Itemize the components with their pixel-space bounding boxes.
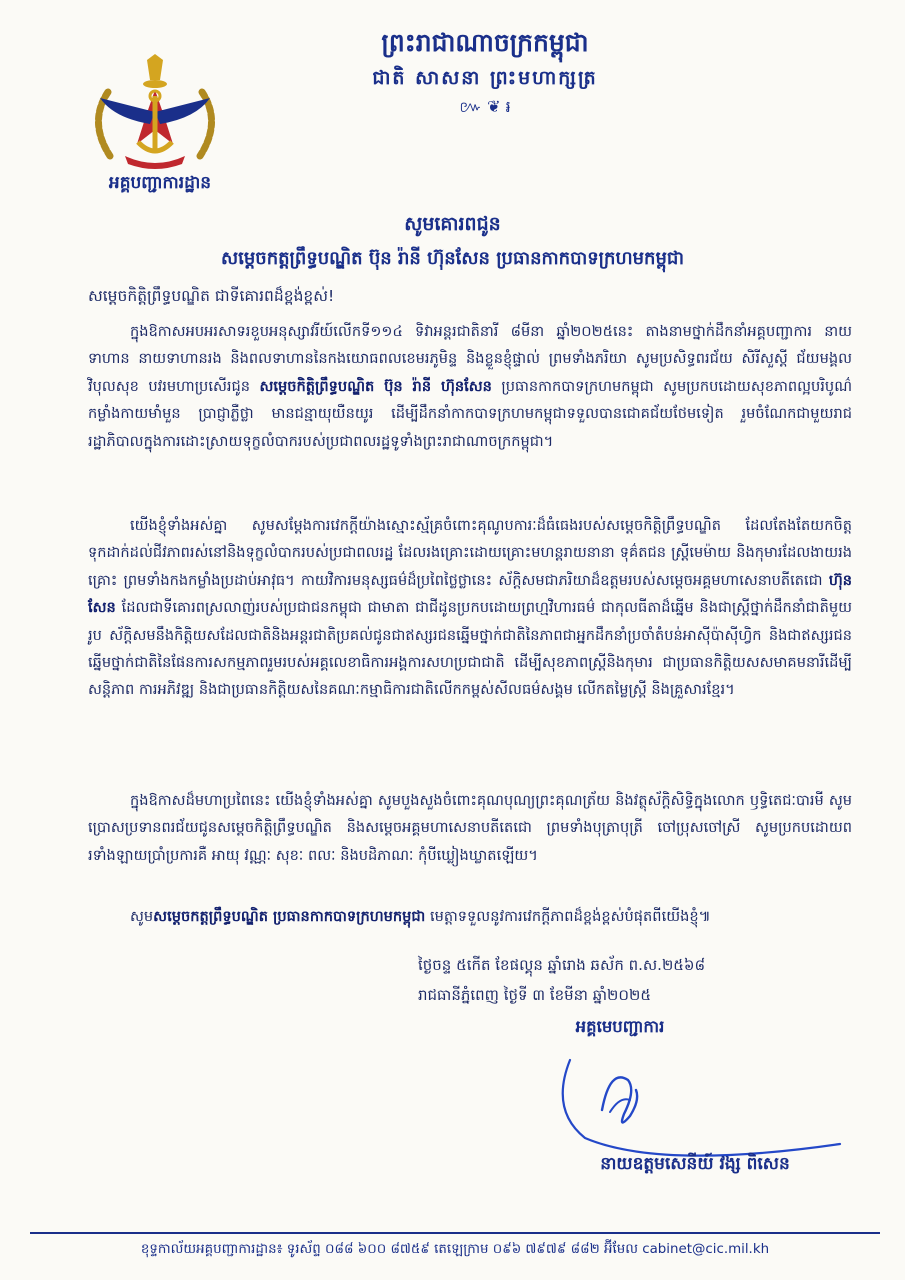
footer-contact: ខុទ្ទកាល័យអគ្គបញ្ជាការដ្ឋាន៖ ទូរស័ព្ទ ០៨៨ ៦០០ ៨៧៥៩ តេឡេក្រាម ០៩៦ ៧៩៧៩ ៨៨២ អ៊ីមែល cabinet@cic.mil.kh <box>140 1242 770 1257</box>
department-label: អគ្គបញ្ជាការដ្ឋាន <box>108 173 212 193</box>
paragraph-4 <box>88 903 852 930</box>
signer-title: អគ្គមេបញ្ជាការ <box>575 1017 665 1036</box>
salutation: សម្តេចកិត្តិព្រឹទ្ធបណ្ឌិត ជាទីគោរពដ៏ខ្ពង់ខ្ពស់! <box>88 287 335 305</box>
paragraph-3-text: ក្នុងឱកាសដ៏មហាប្រពៃនេះ យើងខ្ញុំទាំងអស់គ្នា សូមបួងសួងចំពោះគុណបុណ្យព្រះគុណត្រ័យ និងវត្ថុស័ក្តិសិទ្ធិក្នុងលោក ឫទ្ធិតេជៈបារមី សូមប្រោសប្រទានពរជ័យជូនសម្តេចកិត្តិព្រឹទ្ធបណ្ឌិត និងសម្តេចអគ្គមហាសេនាបតីតេជោ ព្រមទាំងបុត្រាបុត្រី ចៅប្រុសចៅស្រី សូមប្រកបដោយពរទាំងឡាយប្រាំប្រការគឺ អាយុ វណ្ណៈ សុខៈ ពលៈ និងបដិភាណៈ កុំបីឃ្លៀងឃ្លាតឡើយ។ <box>88 792 852 864</box>
recipient-line: សម្តេចកត្តព្រឹទ្ធបណ្ឌិត ប៊ុន រ៉ានី ហ៊ុនសែន ប្រធានកាកបាទក្រហមកម្ពុជា <box>220 248 685 269</box>
decorative-ornament: ៚ ❦ ៛ <box>459 97 511 116</box>
solar-date: រាជធានីភ្នំពេញ ថ្ងៃទី ៣ ខែមីនា ឆ្នាំ២០២៥ <box>418 986 651 1004</box>
handwritten-signature <box>540 1040 870 1170</box>
paragraph-1-text-a: ក្នុងឱកាសអបអរសាទរខួបអនុស្សាវរីយ៍លើកទី១១៤ ទិវាអន្តរជាតិនារី ៨មីនា ឆ្នាំ២០២៥នេះ តាងនាមថ្នាក់ដឹកនាំអគ្គបញ្ជាការ នាយទាហាន នាយទាហានរង និងពលទាហាននៃកងយោធពលខេមរភូមិន្ទ និងខ្លួនខ្ញុំផ្ទាល់ ព្រមទាំងភរិយា សូមប្រសិទ្ធពរជ័យ សិរីសួស្តី ជ័យមង្គល វិបុលសុខ បវរមហាប្រសើរជូន <box>88 323 852 395</box>
lunar-date: ថ្ងៃចន្ទ ៥កើត ខែផល្គុន ឆ្នាំរោង ឆស័ក ព.ស.២៥៦៨ <box>418 956 706 974</box>
signer-name: នាយឧត្តមសេនីយ៍ វង្ស ពិសេន <box>600 1154 790 1174</box>
paragraph-4-text-b: មេត្តាទទួលនូវការវេកក្តីភាពដ៏ខ្ពង់ខ្ពស់បំផុតពីយើងខ្ញុំ៕ <box>425 908 711 925</box>
paragraph-2 <box>88 512 852 704</box>
paragraph-2-text-a: យើងខ្ញុំទាំងអស់គ្នា សូមសម្តែងការវេកក្តីយ៉ាងស្មោះស្ម័គ្រចំពោះគុណូបការៈដ៏ធំធេងរបស់សម្តេចកិត្តិព្រឹទ្ធបណ្ឌិត ដែលតែងតែយកចិត្តទុកដាក់ដល់ជីវភាពរស់នៅនិងទុក្ខលំបាករបស់ប្រជាពលរដ្ឋ ដែលរងគ្រោះដោយគ្រោះមហន្តរាយនានា ទុគ៌តជន ស្ត្រីមេម៉ាយ និងកុមារដែលងាយរងគ្រោះ ព្រមទាំងកងកម្លាំងប្រដាប់អាវុធ។ កាយវិការមនុស្សធម៌ដ៏ប្រពៃថ្លៃថ្លានេះ ស័ក្តិសមជាភរិយាដ៏ឧត្តមរបស់សម្តេចអគ្គមហាសេនាបតីតេជោ <box>88 517 852 589</box>
paragraph-1 <box>88 318 852 455</box>
respect-heading: សូមគោរពជូន <box>404 213 501 235</box>
paragraph-2-text-b: ដែលជាទីគោរពស្រលាញ់របស់ប្រជាជនកម្ពុជា ជាមាតា ជាជីដូនប្រកបដោយព្រហ្មវិហារធម៌ ជាកុលធីតាដ៏ឆ្នើម និងជាស្ត្រីថ្នាក់ដឹកនាំជាតិមួយរូប ស័ក្តិសមនឹងកិត្តិយសដែលជាតិនិងអន្តរជាតិប្រគល់ជូនជាឥស្សរជនឆ្នើមថ្នាក់ជាតិនៃភាពជាអ្នកដឹកនាំប្រចាំតំបន់អាស៊ីប៉ាស៊ីហ្វិក និងជាឥស្សរជនឆ្នើមថ្នាក់ជាតិនៃផែនការសកម្មភាពរួមរបស់អគ្គលេខាធិការអង្គការសហប្រជាជាតិ ដើម្បីសុខភាពស្ត្រីនិងកុមារ ជាប្រធានកិត្តិយសសមាគមនារីដើម្បីសន្តិភាព ការអភិវឌ្ឍ និងជាប្រធានកិត្តិយសនៃគណៈកម្មាធិការជាតិលើកកម្ពស់សីលធម៌សង្គម លើកតម្លៃស្ត្រី និងគ្រួសារខ្មែរ។ <box>88 599 852 699</box>
kingdom-heading: ព្រះរាជាណាចក្រកម្ពុជា <box>381 28 589 57</box>
footer-divider <box>30 1232 880 1234</box>
paragraph-3 <box>88 787 852 869</box>
armed-forces-emblem-logo <box>80 52 230 170</box>
paragraph-1-bold-name: សម្តេចកិត្តិព្រឹទ្ធបណ្ឌិត ប៊ុន រ៉ានី ហ៊ុនសែន <box>259 377 492 395</box>
paragraph-4-bold-title: សម្តេចកត្តព្រឹទ្ធបណ្ឌិត ប្រធានកាកបាទក្រហមកម្ពុជា <box>153 908 426 925</box>
national-motto: ជាតិ សាសនា ព្រះមហាក្សត្រ <box>372 67 598 89</box>
paragraph-4-text-a: សូម <box>130 908 154 925</box>
paragraph-1-text-b: ប្រធានកាកបាទក្រហមកម្ពុជា សូមប្រកបដោយសុខភាពល្អបរិបូណ៌ កម្លាំងកាយមាំមួន ប្រាជ្ញាភ្លឺថ្លា មានជន្មាយុយឺនយូរ ដើម្បីដឹកនាំកាកបាទក្រហមកម្ពុជាទទួលបានជោគជ័យថែមទៀត រួមចំណែកជាមួយរាជរដ្ឋាភិបាលក្នុងការដោះស្រាយទុក្ខលំបាករបស់ប្រជាពលរដ្ឋទូទាំងព្រះរាជាណាចក្រកម្ពុជា។ <box>88 377 853 450</box>
paragraph-2-bold-name: ហ៊ុន សែន <box>88 571 852 617</box>
